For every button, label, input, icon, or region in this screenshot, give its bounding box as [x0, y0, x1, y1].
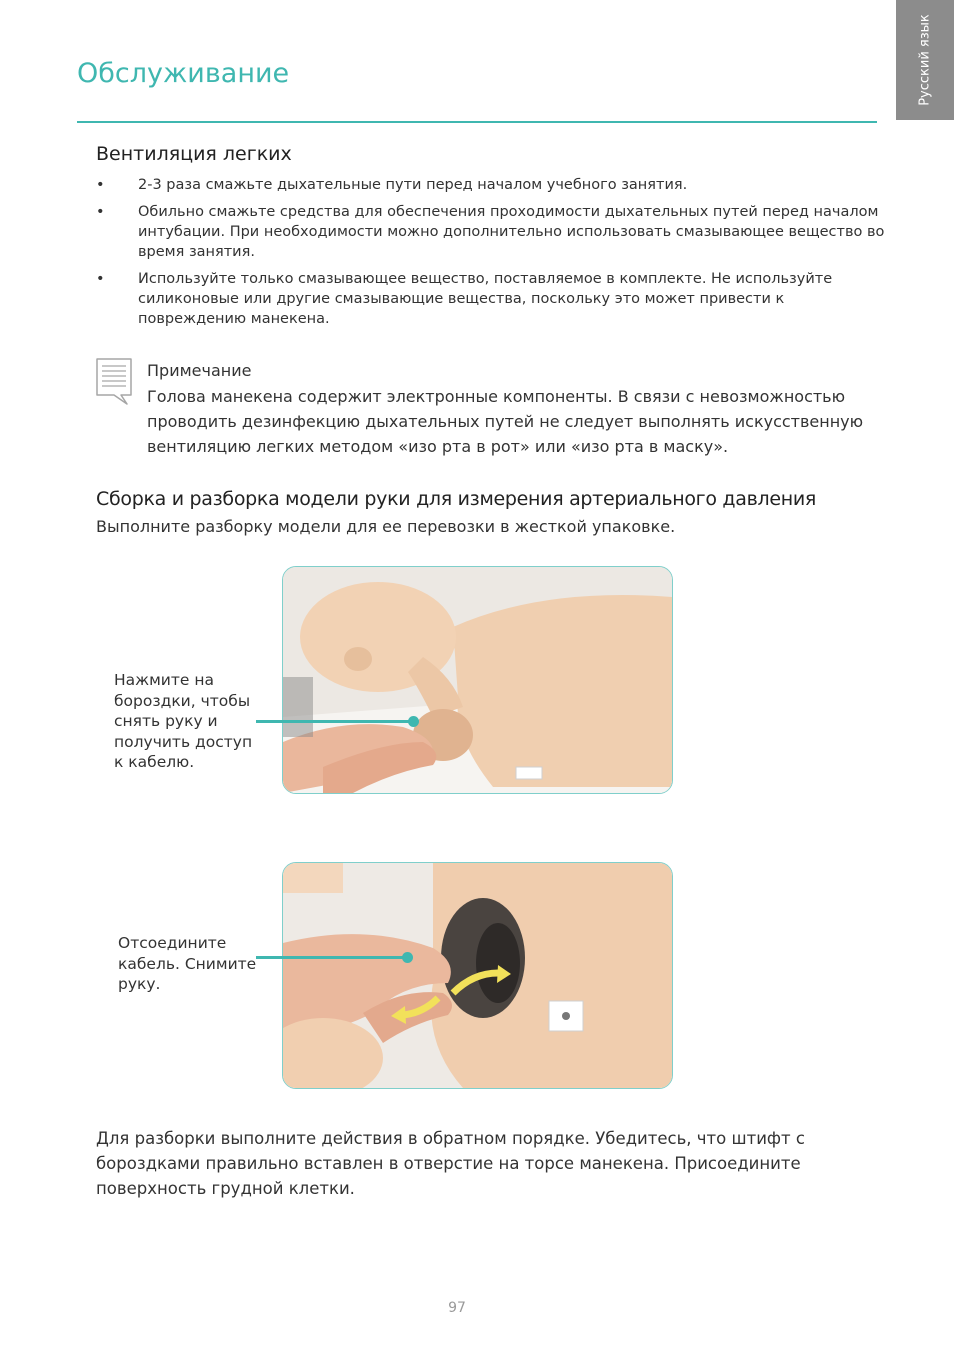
callout-leader-line-2 — [256, 956, 408, 959]
title-divider — [77, 121, 877, 123]
ventilation-bullet-list — [96, 175, 886, 336]
note-icon — [94, 357, 134, 407]
callout-leader-line-1 — [256, 720, 416, 723]
callout-leader-dot-2 — [402, 952, 413, 963]
list-item — [96, 202, 886, 262]
figure-photo-remove-arm — [282, 566, 673, 794]
figure-callout-1: Нажмите на бороздки, чтобы снять руку и получить доступ к кабелю. — [114, 671, 253, 771]
page-number: 97 — [448, 1300, 466, 1316]
list-item — [96, 269, 886, 329]
bullet-marker: • — [96, 204, 105, 220]
section-intro: Выполните разборку модели для ее перевозки в жесткой упаковке. — [96, 517, 676, 536]
callout-leader-dot-1 — [408, 716, 419, 727]
language-tab — [896, 0, 954, 120]
closing-paragraph: Для разборки выполните действия в обратном порядке. Убедитесь, что штифт с бороздками правильно вставлен в отверстие на торсе манекена. Присоедините поверхность грудной клетки. — [96, 1129, 805, 1198]
bullet-text: Используйте только смазывающее вещество, поставляемое в комплекте. Не используйте силиконовые или другие смазывающие вещества, поскольку это может привести к повреждению манекена. — [138, 271, 833, 327]
bullet-text: Обильно смажьте средства для обеспечения проходимости дыхательных путей перед началом интубации. При необходимости можно дополнительно использовать смазывающее вещество во время занятия. — [138, 204, 885, 260]
list-item — [96, 175, 886, 195]
bullet-text: 2-3 раза смажьте дыхательные пути перед началом учебного занятия. — [138, 177, 688, 193]
figure-callout-2: Отсоедините кабель. Снимите руку. — [118, 934, 257, 993]
section-heading-ventilation: Вентиляция легких — [96, 143, 292, 165]
language-tab-label: Русский язык — [917, 14, 933, 106]
note-label: Примечание — [147, 361, 252, 380]
section-heading-arm-assembly: Сборка и разборка модели руки для измерения артериального давления — [96, 488, 817, 510]
figure-photo-disconnect-cable — [282, 862, 673, 1089]
bullet-marker: • — [96, 271, 105, 287]
page-title: Обслуживание — [77, 58, 290, 89]
bullet-marker: • — [96, 177, 105, 193]
note-text: Голова манекена содержит электронные компоненты. В связи с невозможностью проводить дезинфекцию дыхательных путей не следует выполнять искусственную вентиляцию легких методом «изо рта в рот» или «изо рта в маску». — [147, 387, 864, 456]
